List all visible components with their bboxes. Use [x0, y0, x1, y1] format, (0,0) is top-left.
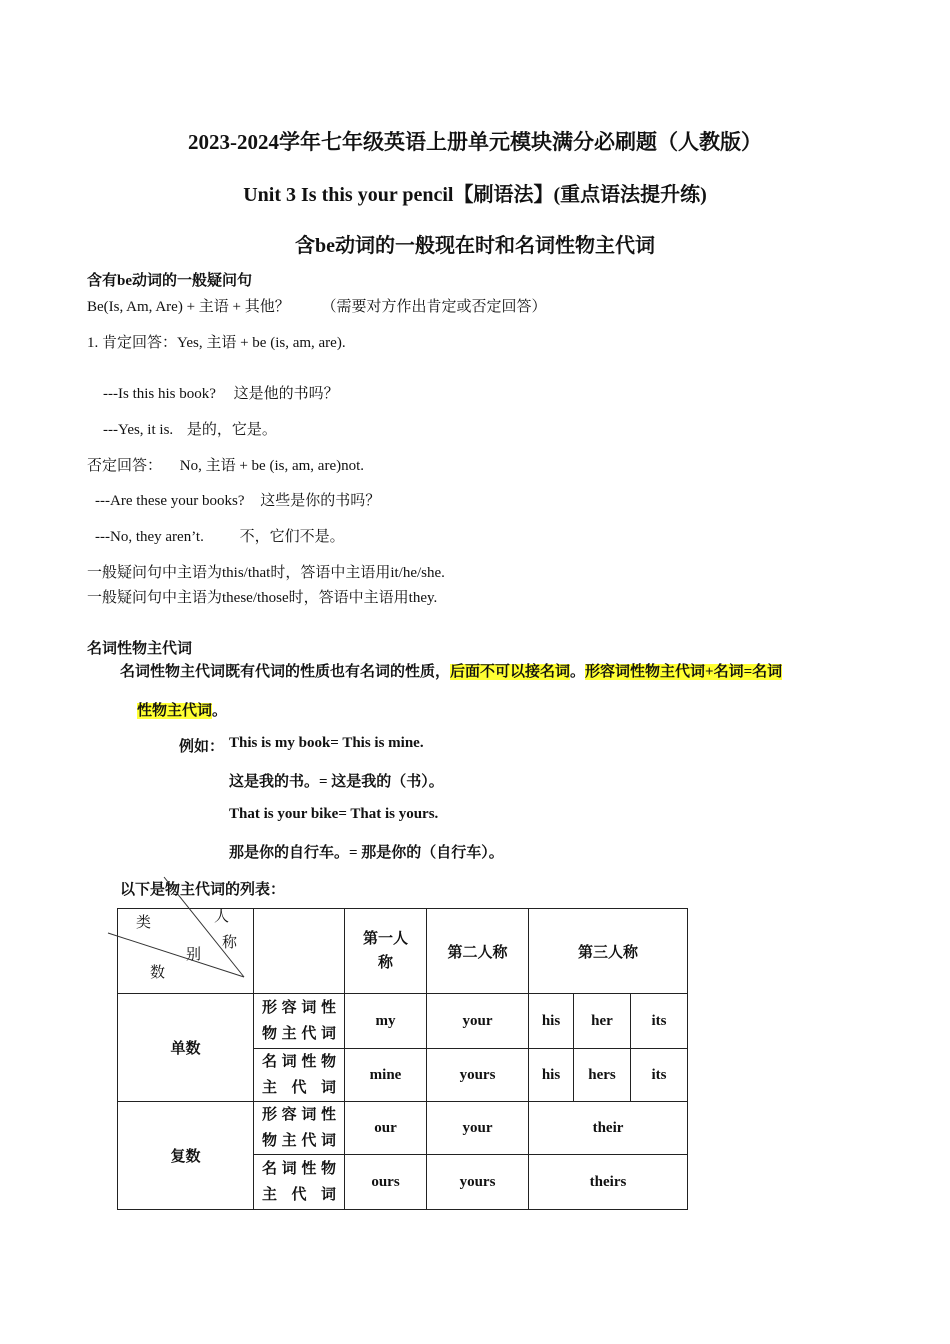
highlight-no-noun: 后面不可以接名词 [450, 664, 571, 680]
page-title: 2023-2024学年七年级英语上册单元模块满分必刷题（人教版） [188, 130, 762, 154]
example2-question-en: ---Are these your books? [95, 493, 245, 509]
plural-adj-second: your [427, 1102, 529, 1155]
singular-noun-label: 名词性物主代词 [254, 1049, 345, 1102]
possessive-description-line1 [120, 661, 782, 683]
note-this-that: 一般疑问句中主语为this/that时，答语中主语用it/he/she. [87, 565, 445, 581]
singular-label: 单数 [118, 994, 254, 1102]
singular-adj-she: her [574, 994, 631, 1049]
formula-line [87, 295, 547, 316]
example1-answer-en: ---Yes, it is. [103, 422, 174, 438]
example1-question [103, 382, 339, 403]
corner-label-shu: 数 [150, 965, 166, 981]
description-period: 。 [570, 664, 586, 680]
plural-noun-first: ours [345, 1155, 427, 1210]
header-first-person [345, 909, 427, 994]
plural-noun-second: yours [427, 1155, 529, 1210]
description-end: 。 [212, 703, 228, 719]
negative-rule-label: 否定回答： [87, 458, 163, 474]
description-text: 名词性物主代词既有代词的性质也有名词的性质， [120, 664, 451, 680]
example-label: 例如： [179, 739, 225, 755]
possessive-pronoun-table [117, 908, 688, 1210]
singular-noun-he: his [529, 1049, 574, 1102]
plural-noun-label: 名词性物主代词 [254, 1155, 345, 1210]
singular-adj-first: my [345, 994, 427, 1049]
singular-adj-label: 形容词性物主代词 [254, 994, 345, 1049]
singular-adj-he: his [529, 994, 574, 1049]
example2-cn: 那是你的自行车。= 那是你的（自行车）。 [229, 845, 504, 861]
header-empty-cell [254, 909, 345, 994]
section-heading-be-questions: 含有be动词的一般疑问句 [87, 273, 253, 289]
possessive-description-line2 [137, 700, 227, 722]
corner-label-lei: 类 [136, 915, 152, 931]
singular-noun-second: yours [427, 1049, 529, 1102]
example2-answer-cn: 不，它们不是。 [239, 529, 345, 545]
example1-cn: 这是我的书。= 这是我的（书）。 [229, 774, 444, 790]
header-third-person: 第三人称 [529, 909, 688, 994]
singular-adj-it: its [631, 994, 688, 1049]
example2-en: That is your bike= That is yours. [229, 806, 439, 822]
highlight-formula-part1: 形容词性物主代词+名词=名词 [585, 664, 783, 680]
example1-question-en: ---Is this his book? [103, 386, 216, 402]
formula: Be(Is, Am, Are) + 主语 + 其他？ [87, 299, 290, 315]
corner-label-cheng: 称 [222, 935, 238, 951]
table-corner-cell [118, 909, 254, 994]
example1-en: This is my book= This is mine. [229, 735, 424, 751]
unit-title: Unit 3 Is this your pencil【刷语法】(重点语法提升练) [243, 184, 707, 206]
highlight-formula-part2: 性物主代词 [137, 703, 213, 719]
example1-answer [103, 418, 277, 439]
example2-question-cn: 这些是你的书吗？ [260, 493, 381, 509]
section-heading-possessive: 名词性物主代词 [87, 641, 193, 657]
singular-adj-second: your [427, 994, 529, 1049]
singular-noun-she: hers [574, 1049, 631, 1102]
corner-label-bie: 别 [186, 947, 202, 963]
singular-noun-it: its [631, 1049, 688, 1102]
header-second-person: 第二人称 [427, 909, 529, 994]
plural-noun-third: theirs [529, 1155, 688, 1210]
example2-answer [95, 525, 345, 546]
formula-note: （需要对方作出肯定或否定回答） [321, 299, 547, 315]
negative-rule: No, 主语 + be (is, am, are)not. [179, 458, 365, 474]
plural-adj-label: 形容词性物主代词 [254, 1102, 345, 1155]
example2-answer-en: ---No, they aren’t. [95, 529, 204, 545]
plural-adj-first: our [345, 1102, 427, 1155]
corner-label-ren: 人 [214, 909, 230, 925]
note-these-those: 一般疑问句中主语为these/those时，答语中主语用they. [87, 590, 438, 606]
example1-question-cn: 这是他的书吗？ [233, 386, 339, 402]
negative-rule-line [87, 454, 364, 475]
header-first-person-text: 第一人称 [362, 931, 408, 971]
singular-noun-first: mine [345, 1049, 427, 1102]
positive-rule: 1. 肯定回答：Yes, 主语 + be (is, am, are). [87, 335, 346, 351]
diagonal-lines [108, 907, 258, 997]
topic-title: 含be动词的一般现在时和名词性物主代词 [295, 235, 655, 257]
example1-answer-cn: 是的，它是。 [186, 422, 277, 438]
plural-label: 复数 [118, 1102, 254, 1210]
table-intro: 以下是物主代词的列表： [120, 882, 286, 898]
example2-question [95, 489, 380, 510]
plural-adj-third: their [529, 1102, 688, 1155]
